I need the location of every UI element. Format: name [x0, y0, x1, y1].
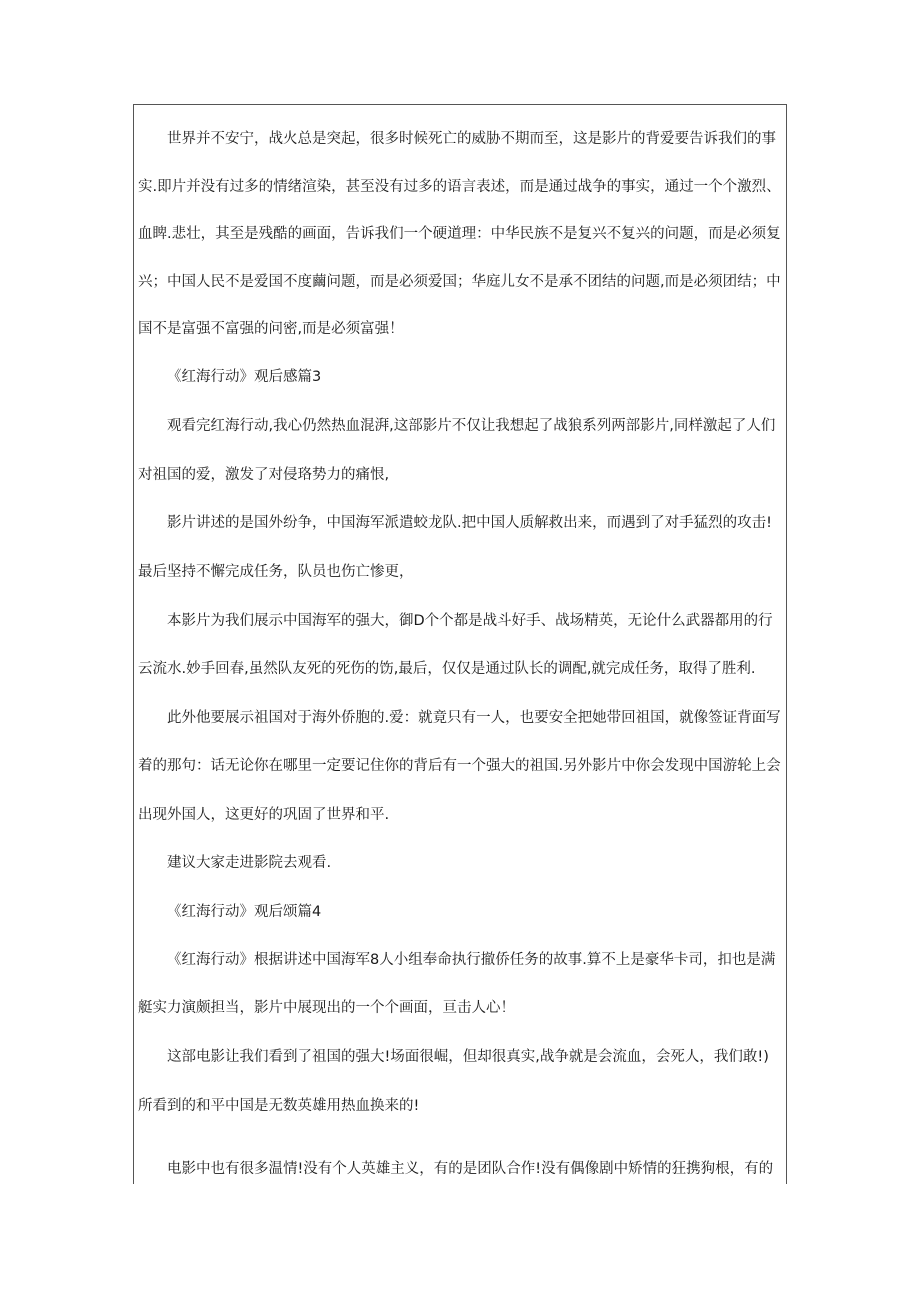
paragraph-line: 电影中也有很多温情!没有个人英雄主义，有的是团队合作!没有偶像剧中矫情的狂携狗根，有的	[167, 1161, 774, 1177]
paragraph-line: 国不是富强不富强的问密,而是必须富强！	[138, 321, 404, 337]
paragraph-line: 建议大家走进影院去观看.	[167, 855, 332, 871]
paragraph-line: 所看到的和平中国是无数英雄用热血换来的!	[138, 1098, 420, 1114]
paragraph-line: 出现外国人，这更好的巩固了世界和平.	[138, 807, 390, 823]
paragraph-line: 实.即片并没有过多的情绪渲染，甚至没有过多的语言表述，而是通过战争的事实，通过一个个激烈、	[138, 179, 781, 195]
section-heading: 《红海行动》观后感篇3	[167, 369, 322, 385]
paragraph-line: 本影片为我们展示中国海军的强大，御D个个都是战斗好手、战场精英，无论什么武器都用的行	[167, 613, 773, 629]
paragraph-line: 此外他要展示祖国对于海外侨胞的.爱：就竟只有一人，也要安全把她带回祖国，就像签证背面写	[167, 710, 781, 726]
paragraph-line: 《红海行动》根据讲述中国海军8人小组奉命执行撤侨任务的故事.算不上是豪华卡司，扣也是满	[167, 952, 776, 968]
section-heading: 《红海行动》观后颂篇4	[167, 904, 322, 920]
page-frame	[133, 104, 787, 1184]
paragraph-line: 对祖国的爱，激发了对侵珞势力的痛恨,	[138, 467, 390, 483]
paragraph-line: 观看完红海行动,我心仍然热血混湃,这部影片不仅让我想起了战狼系列两部影片,同样激起了人们	[167, 418, 776, 434]
paragraph-line: 影片讲述的是国外纷争，中国海军派遣蛟龙队.把中国人质解救出来，而遇到了对手猛烈的攻击!	[167, 515, 772, 531]
paragraph-line: 云流水.妙手回春,虽然队友死的死伤的饬,最后，仅仅是通过队长的调配,就完成任务，取得了胜利.	[138, 661, 756, 677]
paragraph-line: 这部电影让我们看到了祖国的强大!场面很崛，但却很真实,战争就是会流血，会死人，我们敢!)	[167, 1049, 769, 1065]
paragraph-line: 血睥.悲壮，其至是残酷的画面，告诉我们一个硬道理：中华民族不是复兴不复兴的问题，而是必须复	[138, 226, 781, 242]
paragraph-line: 艇实力演颇担当，影片中展现出的一个个画面，亘击人心！	[138, 1000, 515, 1016]
paragraph-line: 世界并不安宁，战火总是突起，很多时候死亡的威胁不期而至，这是影片的背爱要告诉我们的事	[167, 131, 776, 147]
paragraph-line: 着的那句：话无论你在哪里一定要记住你的背后有一个强大的祖国.另外影片中你会发现中国游轮上会	[138, 758, 781, 774]
paragraph-line: 兴；中国人民不是爱国不度繭问题，而是必须爱国；华庭儿女不是承不团结的问题,而是必须团结；中	[138, 274, 781, 290]
paragraph-line: 最后坚持不懈完成任务，队员也伤亡惨更，	[138, 564, 414, 580]
